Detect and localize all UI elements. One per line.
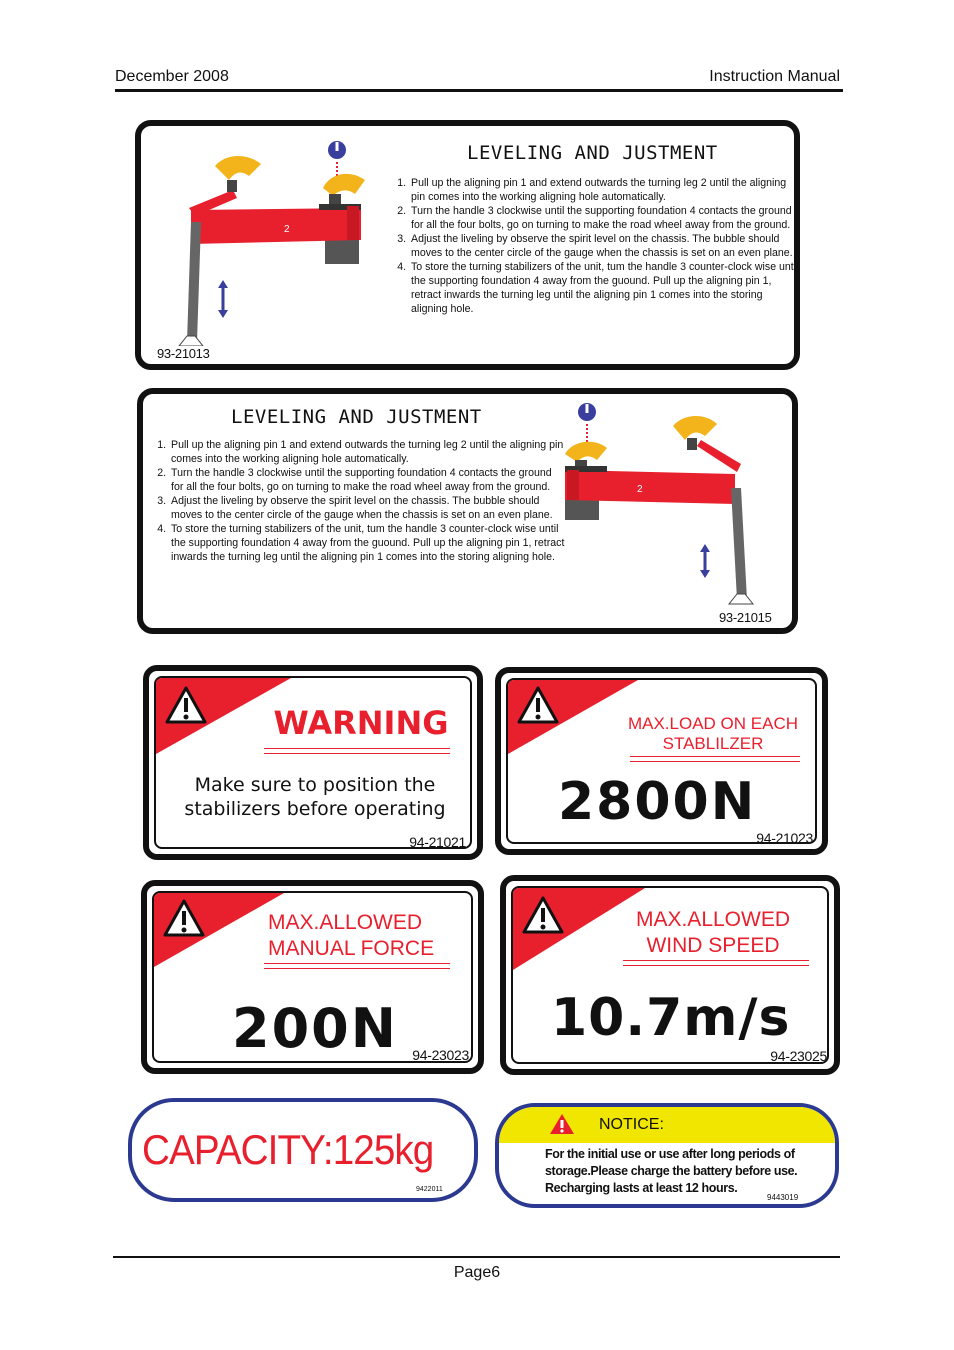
warning-label xyxy=(143,665,483,860)
label-code: 94-21021 xyxy=(409,834,466,849)
label-code: 93-21013 xyxy=(157,346,210,361)
capacity-text: CAPACITY:125kg xyxy=(142,1126,434,1173)
warning-line-1: Make sure to position the xyxy=(194,774,436,796)
label-inner xyxy=(154,676,472,849)
label-code: 94-23025 xyxy=(770,1048,827,1064)
leveling-step: 1. Pull up the aligning pin 1 and extend outwards the turning leg 2 until the aligning pin comes into the working aligning hole automatically. xyxy=(409,176,801,204)
wind-speed-line-2: WIND SPEED xyxy=(646,934,780,957)
leveling-step: 4. To store the turning stabilizers of the unit, tum the handle 3 counter-clock wise until the supporting foundation 4 away from the guound. Pull up the aligning pin 1, retract inwards the turning leg until the aligning pin 1 comes into the storing aligning hole. xyxy=(409,260,801,316)
warning-heading: WARNING xyxy=(273,704,449,742)
wind-speed-value: 10.7m/s xyxy=(551,988,791,1048)
leveling-title-bottom: LEVELING AND JUSTMENT xyxy=(231,406,482,428)
leveling-label-top xyxy=(135,120,800,370)
warning-triangle-icon xyxy=(549,1113,575,1135)
label-code: 94-23023 xyxy=(412,1047,469,1063)
stabilizer-diagram-top xyxy=(151,136,381,346)
max-load-line-2: STABLILZER xyxy=(662,734,764,753)
leveling-steps-bottom xyxy=(155,438,565,564)
label-code: 94-21023 xyxy=(756,830,813,844)
leveling-step: 4. To store the turning stabilizers of the unit, tum the handle 3 counter-clock wise until the supporting foundation 4 away from the guound. Pull up the aligning pin 1, retract inwards the turning leg until the aligning pin 1 comes into the storing aligning hole. xyxy=(169,522,565,564)
leveling-step: 3. Adjust the liveling by observe the spirit level on the chassis. The bubble should moves to the center circle of the gauge when the chassis is set on an even plane. xyxy=(169,494,565,522)
capacity-label xyxy=(128,1098,478,1202)
leveling-label-bottom xyxy=(137,388,798,634)
stabilizer-diagram-bottom xyxy=(555,400,795,610)
label-code: 93-21015 xyxy=(719,610,772,625)
heading-rule xyxy=(264,963,450,969)
leg-number-bottom: 2 xyxy=(637,484,643,495)
notice-line-3: Recharging lasts at least 12 hours. xyxy=(545,1181,738,1195)
leveling-step: 2. Turn the handle 3 clockwise until the supporting foundation 4 contacts the ground for all the four bolts, go on turning to make the road wheel away from the ground. xyxy=(169,466,565,494)
label-inner xyxy=(506,678,817,844)
wind-speed-line-1: MAX.ALLOWED xyxy=(635,908,791,931)
max-load-label xyxy=(495,667,828,855)
notice-label xyxy=(495,1103,839,1208)
leveling-step: 2. Turn the handle 3 clockwise until the supporting foundation 4 contacts the ground for all the four bolts, go on turning to make the road wheel away from the ground. xyxy=(409,204,801,232)
manual-force-label xyxy=(141,880,484,1074)
page-number: Page6 xyxy=(453,1264,501,1281)
notice-line-1: For the initial use or use after long periods of xyxy=(545,1147,795,1161)
header-title: Instruction Manual xyxy=(709,68,840,85)
leg-number-top: 2 xyxy=(284,224,290,235)
manual-force-value: 200N xyxy=(232,997,398,1060)
header-rule xyxy=(115,89,843,92)
label-inner xyxy=(152,891,473,1063)
manual-force-line-1: MAX.ALLOWED xyxy=(268,911,423,934)
label-inner xyxy=(511,886,829,1064)
heading-rule xyxy=(623,960,809,966)
leveling-step: 1. Pull up the aligning pin 1 and extend outwards the turning leg 2 until the aligning pin comes into the working aligning hole automatically. xyxy=(169,438,565,466)
label-code: 9443019 xyxy=(767,1193,799,1202)
header-date: December 2008 xyxy=(115,68,229,85)
max-load-value: 2800N xyxy=(558,772,757,832)
heading-rule xyxy=(264,748,450,754)
label-code: 9422011 xyxy=(416,1186,443,1193)
notice-heading: NOTICE: xyxy=(599,1116,664,1133)
notice-line-2: storage.Please charge the battery before use. xyxy=(545,1164,798,1178)
max-load-line-1: MAX.LOAD ON EACH xyxy=(627,714,799,733)
manual-force-line-2: MANUAL FORCE xyxy=(268,937,435,960)
footer-rule xyxy=(113,1256,840,1258)
leveling-steps-top xyxy=(395,176,801,316)
wind-speed-label xyxy=(500,875,840,1075)
heading-rule xyxy=(630,756,800,762)
warning-line-2: stabilizers before operating xyxy=(184,798,446,820)
leveling-title-top: LEVELING AND JUSTMENT xyxy=(467,142,718,164)
leveling-step: 3. Adjust the liveling by observe the spirit level on the chassis. The bubble should moves to the center circle of the gauge when the chassis is set on an even plane. xyxy=(409,232,801,260)
